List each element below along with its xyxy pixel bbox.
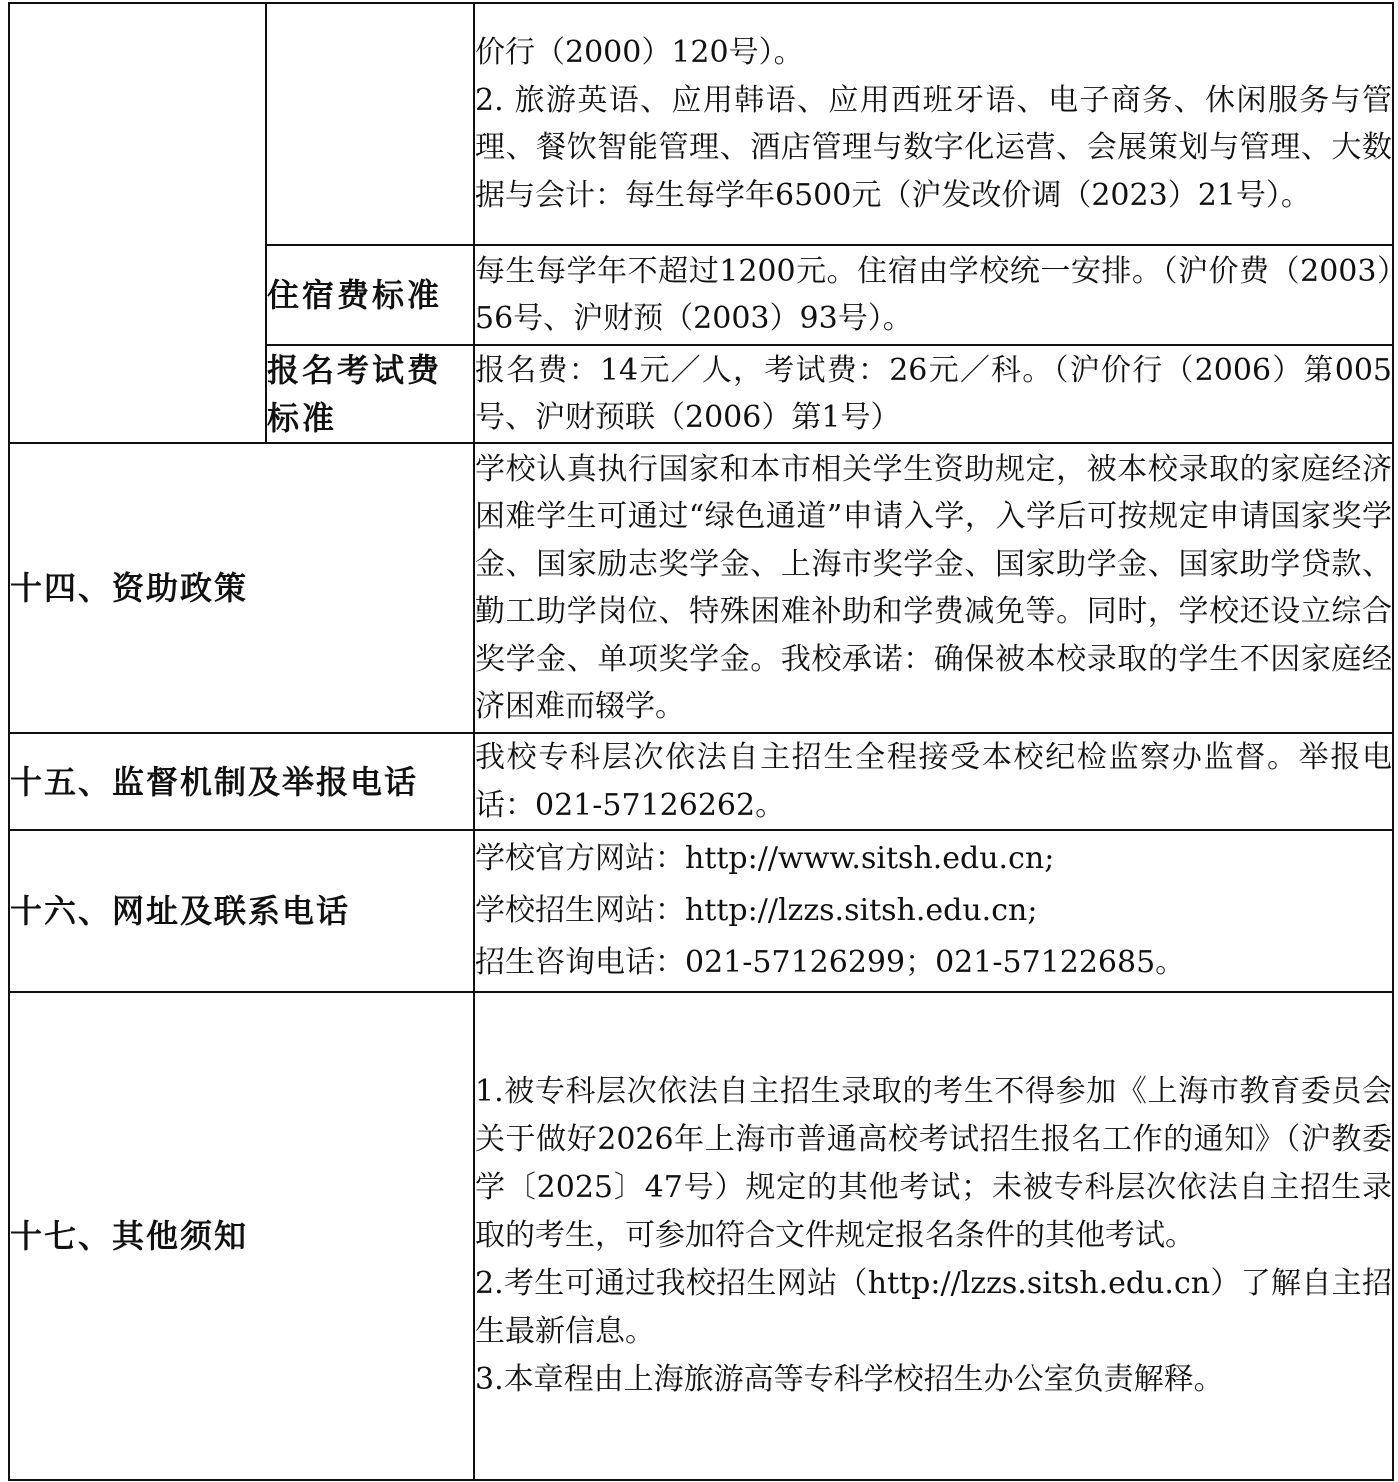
exam-fee-text: 报名费：14元／人，考试费：26元／科。（沪价行（2006）第005号、沪财预联（2006）第1号） <box>474 345 1393 443</box>
table-row-aid-policy <box>9 443 1393 733</box>
website-cell <box>474 830 1393 992</box>
admission-website-line: 学校招生网站：http://lzzs.sitsh.edu.cn; <box>475 893 1038 928</box>
exam-fee-label: 报名考试费标准 <box>266 345 474 443</box>
empty-sublabel-cell <box>266 3 474 245</box>
tuition-continued-cell <box>474 3 1393 245</box>
table-row-tuition-continued <box>9 3 1393 245</box>
website-label: 十六、网址及联系电话 <box>9 830 474 992</box>
admission-charter-table <box>8 2 1394 1481</box>
other-note-3: 3.本章程由上海旅游高等专科学校招生办公室负责解释。 <box>475 1362 1224 1397</box>
consult-phone-line: 招生咨询电话：021-57126299；021-57122685。 <box>475 945 1186 980</box>
official-website-line: 学校官方网站：http://www.sitsh.edu.cn; <box>475 841 1055 876</box>
other-cell <box>474 992 1393 1480</box>
table-row-supervision <box>9 733 1393 830</box>
supervision-text: 我校专科层次依法自主招生全程接受本校纪检监察办监督。举报电话：021-57126262。 <box>474 733 1393 830</box>
other-label: 十七、其他须知 <box>9 992 474 1480</box>
supervision-label: 十五、监督机制及举报电话 <box>9 733 474 830</box>
other-note-2: 2.考生可通过我校招生网站（http://lzzs.sitsh.edu.cn）了解自主招生最新信息。 <box>475 1266 1392 1349</box>
empty-section-cell <box>9 3 266 443</box>
table-row-other <box>9 992 1393 1480</box>
tuition-line: 价行（2000）120号）。 <box>475 35 804 70</box>
tuition-line: 2. 旅游英语、应用韩语、应用西班牙语、电子商务、休闲服务与管理、餐饮智能管理、酒店管理与数字化运营、会展策划与管理、大数据与会计：每生每学年6500元（沪发改价调（2023）21号）。 <box>475 82 1392 213</box>
accommodation-text: 每生每学年不超过1200元。住宿由学校统一安排。（沪价费（2003）56号、沪财预（2003）93号）。 <box>474 245 1393 345</box>
table-row-website <box>9 830 1393 992</box>
aid-policy-label: 十四、资助政策 <box>9 443 474 733</box>
other-note-1: 1.被专科层次依法自主招生录取的考生不得参加《上海市教育委员会关于做好2026年上海市普通高校考试招生报名工作的通知》（沪教委学〔2025〕47号）规定的其他考试；未被专科层次依法自主招生录取的考生，可参加符合文件规定报名条件的其他考试。 <box>475 1074 1392 1253</box>
accommodation-label: 住宿费标准 <box>266 245 474 345</box>
aid-policy-text: 学校认真执行国家和本市相关学生资助规定，被本校录取的家庭经济困难学生可通过“绿色通道”申请入学，入学后可按规定申请国家奖学金、国家励志奖学金、上海市奖学金、国家助学金、国家助学贷款、勤工助学岗位、特殊困难补助和学费减免等。同时，学校还设立综合奖学金、单项奖学金。我校承诺：确保被本校录取的学生不因家庭经济困难而辍学。 <box>474 443 1393 733</box>
